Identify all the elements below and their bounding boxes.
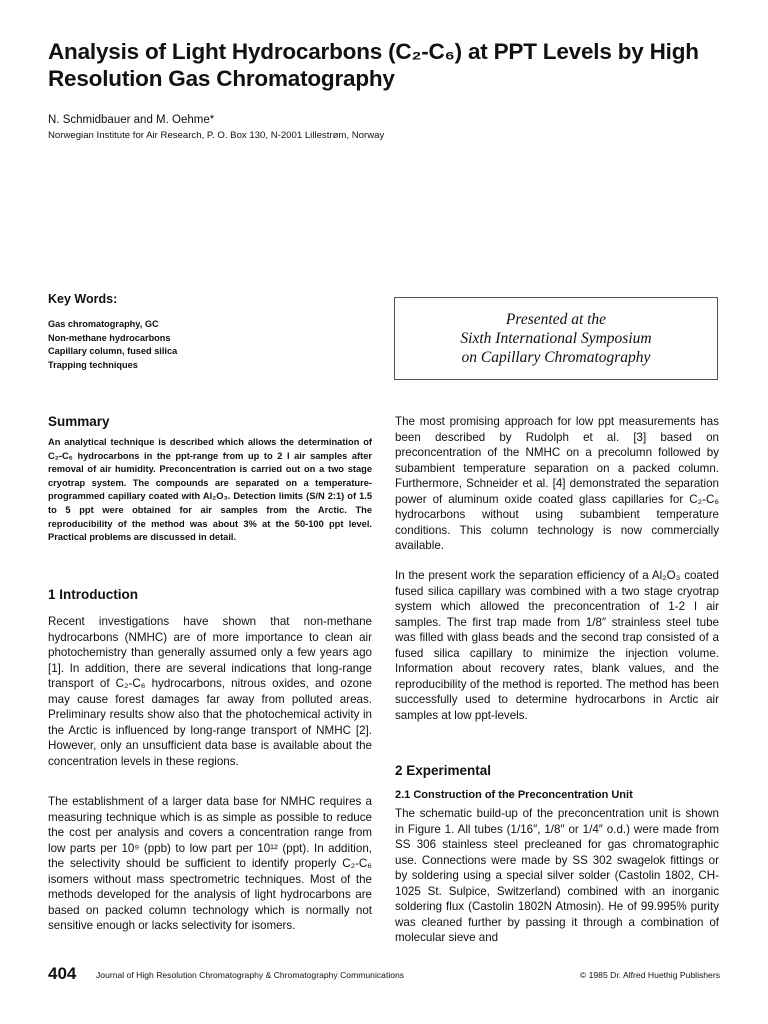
presented-line: Sixth International Symposium [460,330,652,347]
page-footer [48,964,720,984]
journal-name: Journal of High Resolution Chromatography & Chromatography Communications [96,970,405,980]
paper-title: Analysis of Light Hydrocarbons (C₂-C₆) at PPT Levels by High Resolution Gas Chromatography [48,39,699,91]
presented-line: on Capillary Chromatography [461,349,651,366]
page-number: 404 [48,964,77,983]
keyword-item: Trapping techniques [48,359,138,370]
copyright-notice: © 1985 Dr. Alfred Huethig Publishers [579,970,720,980]
keywords-heading: Key Words: [48,292,118,306]
keyword-item: Capillary column, fused silica [48,346,178,356]
presented-line: Presented at the [505,311,607,328]
introduction-heading: 1 Introduction [48,587,138,602]
body-paragraph: The schematic build-up of the preconcentration unit is shown in Figure 1. All tubes (1/16″, 1/8″ or 1/4″ o.d.) were made from SS 306 stainless steel precleaned for gas chromatographic use. Connections were made by SS 302 swagelok fittings or by soldering using a special silver solder (Castolin 1802, CH-1025 St. Sulpice, Switzerland) combined with an inorganic soldering flux (Castolin 1802N Atmosin). He of 99.995% purity was cleaned further by passing it through a combination of molecular sieve and [395,807,719,944]
body-paragraph: The most promising approach for low ppt measurements has been described by Rudolph et al. [3] based on preconcentration of the NMHC on a precolumn followed by subambient temperature separation on a packed column. Furthermore, Schneider et al. [4] demonstrated the separation power of aluminum oxide coated glass capillaries for C₂-C₆ hydrocarbons without using subambient temperature conditions. This column technology is now commercially available. [395,415,719,552]
experimental-heading: 2 Experimental [395,763,492,778]
introduction-paragraph: Recent investigations have shown that non-methane hydrocarbons (NMHC) are of more importance to clean air photochemistry than generally assumed only a few years ago [1]. In addition, there are several indications that long-range transport of C₂-C₆ hydrocarbons, nitrous oxides, and ozone may cause forest damages far away from polluted areas. Preliminary results show also that the photochemical activity in the Arctic is influenced by long-range transport of NMHC [2]. However, only an unsufficient data base is available about the concentration levels in these regions. [48,615,372,768]
summary-heading: Summary [48,414,110,429]
author-affiliation: Norwegian Institute for Air Research, P. O. Box 130, N-2001 Lillestrøm, Norway [48,130,385,141]
subsection-heading: 2.1 Construction of the Preconcentration Unit [395,789,633,801]
introduction-paragraph: The establishment of a larger data base for NMHC requires a measuring technique which is as simple as possible to reduce the cost per analysis and covers a concentration range from low parts per 10⁹ (ppb) to low part per 10¹² (ppt). In addition, the selectivity should be sufficient to identify properly C₂-C₆ isomers without mass spectrometric techniques. Most of the methods developed for the analysis of light hydrocarbons are based on packed column technology which is normally not sensitive enough or lacks selectivity for isomers. [48,795,372,932]
summary-text: An analytical technique is described which allows the determination of C₂-C₆ hydrocarbons in the ppt-range from up to 2 l air samples after removal of air humidity. Preconcentration is carried out on a two stage cryotrap system. The compounds are separated on a temperature-programmed capillary coated with Al₂O₃. Detection limits (S/N 2:1) of 1.5 to 5 ppt were obtained for air samples from the Arctic. The reproducibility of the method was about 3% at the 50-100 ppt level. Practical problems are discussed in detail. [48,437,372,543]
body-paragraph: In the present work the separation efficiency of a Al₂O₃ coated fused silica capillary was combined with a two stage cryotrap system which allowed the preconcentration of 1-2 l air samples. The first trap made from 1/8″ strainless steel tube was filled with glass beads and the second trap consisted of a fused silica capillary to minimize the injection volume. Information about recovery rates, blank values, and the reproducibility of the method is reported. The method has been successfully used to determine hydrocarbons in Arctic air samples at low ppt-levels. [395,569,719,722]
keyword-item: Gas chromatography, GC [48,319,159,329]
keywords-list [48,318,177,372]
keyword-item: Non-methane hydrocarbons [48,332,171,343]
presented-at-box [394,297,718,380]
paper-authors: N. Schmidbauer and M. Oehme* [48,114,215,126]
